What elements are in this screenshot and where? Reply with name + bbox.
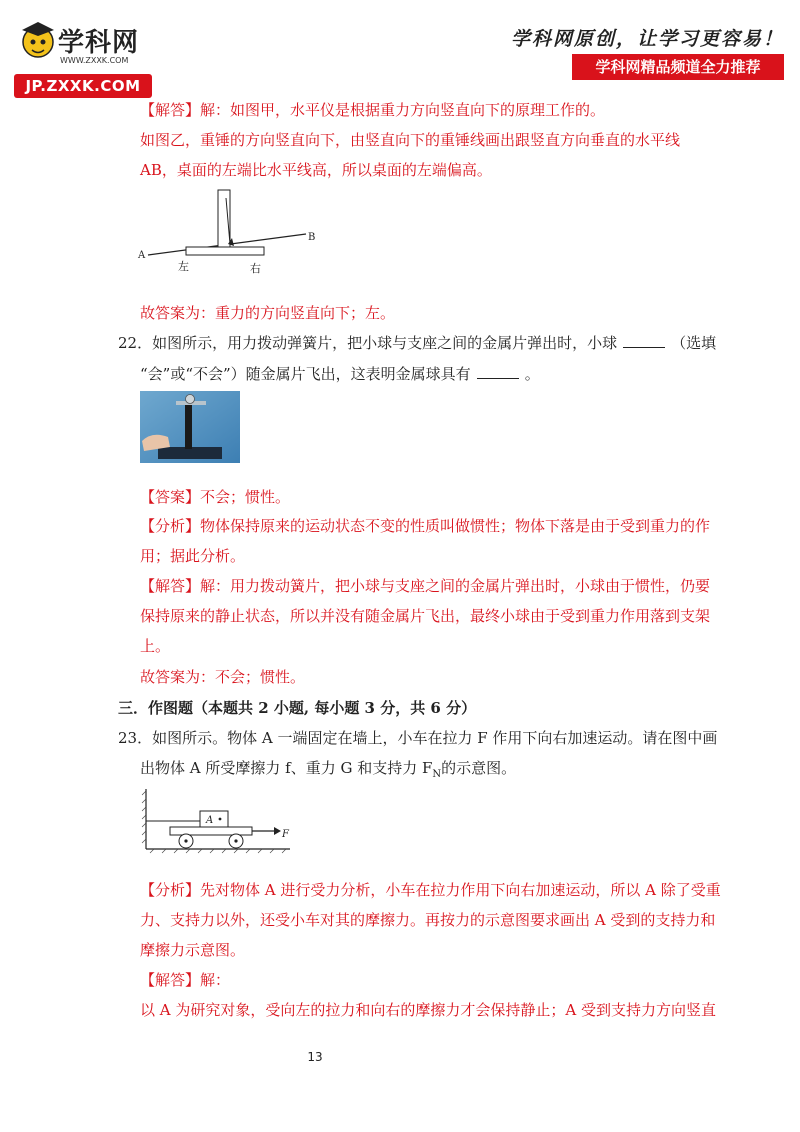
label-force-f: F — [282, 829, 289, 840]
q22-analysis-line2: 用；据此分析。 — [140, 547, 246, 565]
label-left: 左 — [178, 260, 189, 273]
q21-jieda-text: 解：如图甲，水平仪是根据重力方向竖直向下的原理工作的。 — [200, 101, 606, 119]
q22-stem-text1: 22．如图所示，用力拨动弹簧片，把小球与支座之间的金属片弹出时，小球 — [118, 334, 618, 352]
q21-answer: 故答案为：重力的方向竖直向下；左。 — [140, 304, 396, 322]
header-slogan: 学科网原创，让学习更容易！ — [510, 28, 784, 50]
q22-jieda-line1 — [140, 576, 710, 596]
q23-analysis-line1 — [140, 880, 721, 900]
logo-title: 学科网 — [58, 28, 140, 58]
q22-analysis-line1 — [140, 516, 710, 536]
label-block-a: A — [206, 815, 214, 826]
answer-text: 不会；惯性。 — [200, 488, 291, 506]
q22-photo — [140, 391, 240, 463]
q23-jieda-line2: 以 A 为研究对象，受向左的拉力和向右的摩擦力才会保持静止；A 受到支持力方向竖直 — [140, 1001, 716, 1019]
q21-jieda-line1 — [140, 100, 605, 120]
q23-stem-text2: 的示意图。 — [441, 759, 517, 777]
analysis-text: 物体保持原来的运动状态不变的性质叫做惯性；物体下落是由于受到重力的作 — [200, 517, 711, 535]
analysis-tag: 【分析】 — [140, 517, 201, 535]
jieda-tag: 【解答】 — [140, 577, 201, 595]
q22-jieda-line2: 保持原来的静止状态，所以并没有随金属片飞出，最终小球由于受到重力作用落到支架 — [140, 607, 711, 625]
q22-answer — [140, 487, 290, 507]
analysis-tag: 【分析】 — [140, 881, 201, 899]
q22-jieda-line3: 上。 — [140, 637, 171, 655]
section3-title: 三．作图题（本题共 2 小题, 每小题 3 分，共 6 分） — [118, 699, 477, 717]
center-dot — [219, 818, 222, 821]
logo-badge[interactable]: JP.ZXXK.COM — [14, 74, 152, 98]
label-a: A — [138, 250, 146, 261]
q21-line3: AB，桌面的左端比水平线高，所以桌面的左端偏高。 — [140, 161, 492, 179]
metal-ball — [186, 395, 195, 404]
answer-tag: 【答案】 — [140, 488, 201, 506]
q23-jieda-line1 — [140, 970, 230, 990]
subscript-n: N — [432, 769, 442, 780]
q21-line2: 如图乙，重锤的方向竖直向下，由竖直向下的重锤线画出跟竖直方向垂直的水平线 — [140, 131, 681, 149]
jieda-tag: 【解答】 — [140, 101, 201, 119]
table-top — [186, 247, 264, 255]
answer-blank[interactable] — [477, 364, 519, 379]
q22-stem-text3: “会”或“不会”）随金属片飞出，这表明金属球具有 — [140, 365, 471, 383]
wall-hatching — [142, 791, 146, 843]
q23-figure — [140, 787, 300, 857]
q22-stem-text4: 。 — [524, 365, 540, 383]
q22-final-answer: 故答案为：不会；惯性。 — [140, 668, 306, 686]
q23-analysis-line2: 力、支持力以外，还受小车对其的摩擦力。再按力的示意图要求画出 A 受到的支持力和 — [140, 911, 716, 929]
cart-body — [170, 827, 252, 835]
q23-stem-line2 — [140, 758, 516, 785]
analysis-text: 先对物体 A 进行受力分析，小车在拉力作用下向右加速运动，所以 A 除了受重 — [200, 881, 721, 899]
arrow-head — [274, 827, 281, 835]
label-right: 右 — [250, 262, 261, 275]
q22-stem-line1 — [118, 333, 716, 353]
mascot-icon — [18, 20, 58, 68]
jieda-text: 解： — [200, 971, 231, 989]
apparatus-post — [185, 405, 192, 449]
q23-analysis-line3: 摩擦力示意图。 — [140, 941, 246, 959]
header-banner: 学科网精品频道全力推荐 — [572, 54, 784, 80]
q22-stem-text2: （选填 — [671, 334, 717, 352]
q23-stem-text: 出物体 A 所受摩擦力 f、重力 G 和支持力 F — [140, 759, 433, 777]
q23-stem-line1: 23．如图所示。物体 A 一端固定在墙上，小车在拉力 F 作用下向右加速运动。请在图中画 — [118, 729, 718, 747]
logo-url: WWW.ZXXK.COM — [60, 56, 129, 65]
jieda-tag: 【解答】 — [140, 971, 201, 989]
q21-figure — [130, 188, 330, 278]
jieda-text: 解：用力拨动簧片，把小球与支座之间的金属片弹出时，小球由于惯性，仍要 — [200, 577, 711, 595]
q22-stem-line2 — [140, 364, 540, 384]
block-a — [200, 811, 228, 827]
label-b: B — [308, 232, 316, 243]
answer-blank[interactable] — [623, 333, 665, 348]
page-number: 13 — [307, 1050, 323, 1064]
site-logo[interactable] — [14, 16, 154, 95]
